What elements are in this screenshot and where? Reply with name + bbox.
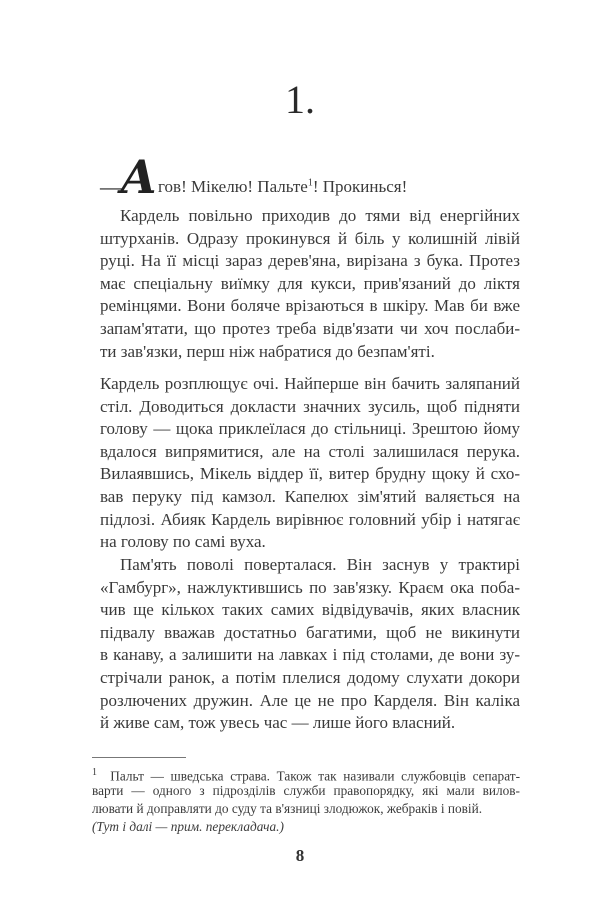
paragraph-3 xyxy=(100,554,520,735)
text-line: стіл. Доводиться докласти значних зусиль, щоб підняти xyxy=(100,396,520,416)
text-line: вав перуку під камзол. Капелюх зім'ятий валяється на xyxy=(100,486,520,506)
text-line: ти зав'язки, перш ніж набратися до безпам'яті. xyxy=(100,341,435,361)
footnote-text: Пальт — шведська страва. Також так називали службовців сепарат- xyxy=(110,768,520,784)
text-line: Кардель розплющує очі. Найперше він бачить заляпаний xyxy=(100,374,520,393)
paragraph-1 xyxy=(100,205,520,363)
opening-text xyxy=(158,177,407,197)
text-line: Вилаявшись, Мікель віддер її, витер брудну щоку й схо- xyxy=(100,464,520,484)
footnote-separator xyxy=(92,757,186,758)
text-line: має спеціальну виїмку для кукси, прив'язаний до ліктя xyxy=(100,273,520,293)
text-line: чив ще кількох таких самих відвідувачів, яких власник xyxy=(100,600,520,620)
footnote-reference[interactable]: 1 xyxy=(307,177,313,189)
footnote-line xyxy=(92,764,520,782)
footnote-marker: 1 xyxy=(92,767,97,778)
em-dash: — xyxy=(100,174,122,199)
text-line: підлозі. Абияк Кардель вирівнює головний убір і натягає xyxy=(100,509,520,529)
footnote-translator-note: (Тут і далі — прим. перекладача.) xyxy=(92,819,284,834)
text-line: Кардель повільно приходив до тями від енергійних xyxy=(120,206,520,225)
text-line: ремінцями. Вони боляче врізаються в шкіру. Мав би вже xyxy=(100,296,520,316)
text-line: руці. На її місці зараз дерев'яна, вирізана з бука. Протез xyxy=(100,251,520,271)
footnote-line: лювати й доправляти до суду та в'язниці злодюжок, жебраків і повій. xyxy=(92,801,483,816)
text-line: підвалу вважав достатньо багатими, щоб не викинути xyxy=(100,622,520,642)
paragraph-2 xyxy=(100,373,520,554)
opening-text-part: гов! Мікелю! Пальте xyxy=(158,177,308,196)
footnote-line: варти — одного з підрозділів служби правопорядку, які мали вилов- xyxy=(92,783,520,798)
text-line: й живе сам, тож увесь час — лише його власний. xyxy=(100,713,456,733)
footnote xyxy=(92,764,520,836)
drop-cap: А xyxy=(120,150,158,204)
text-line: «Гамбург», нажлуктившись по зав'язку. Краєм ока поба- xyxy=(100,577,520,597)
text-line: запам'ятати, що протез треба відв'язати чи хоч послаби- xyxy=(100,318,520,338)
text-line: вдалося випрямитися, але на столі залишилася перука. xyxy=(100,441,520,461)
text-line: голову — щока приклеїлася до стільниці. Зрештою йому xyxy=(100,419,520,439)
opening-text-part: ! Прокинься! xyxy=(312,177,408,196)
text-line: Пам'ять поволі поверталася. Він заснув у трактирі xyxy=(120,555,520,574)
chapter-number: 1. xyxy=(285,77,315,122)
page-number: 8 xyxy=(295,846,305,865)
text-line: в канаву, а залишити на лавках і під столами, де вони зу- xyxy=(100,645,520,665)
text-line: розлючених дружин. Але це не про Карделя. Він каліка xyxy=(100,690,520,710)
text-line: штурханів. Одразу прокинувся й біль у колишній лівій xyxy=(100,228,520,248)
text-line: стрічали ранок, а потім плелися додому слухати докори xyxy=(100,667,520,687)
text-line: на голову по самі вуха. xyxy=(100,532,266,552)
